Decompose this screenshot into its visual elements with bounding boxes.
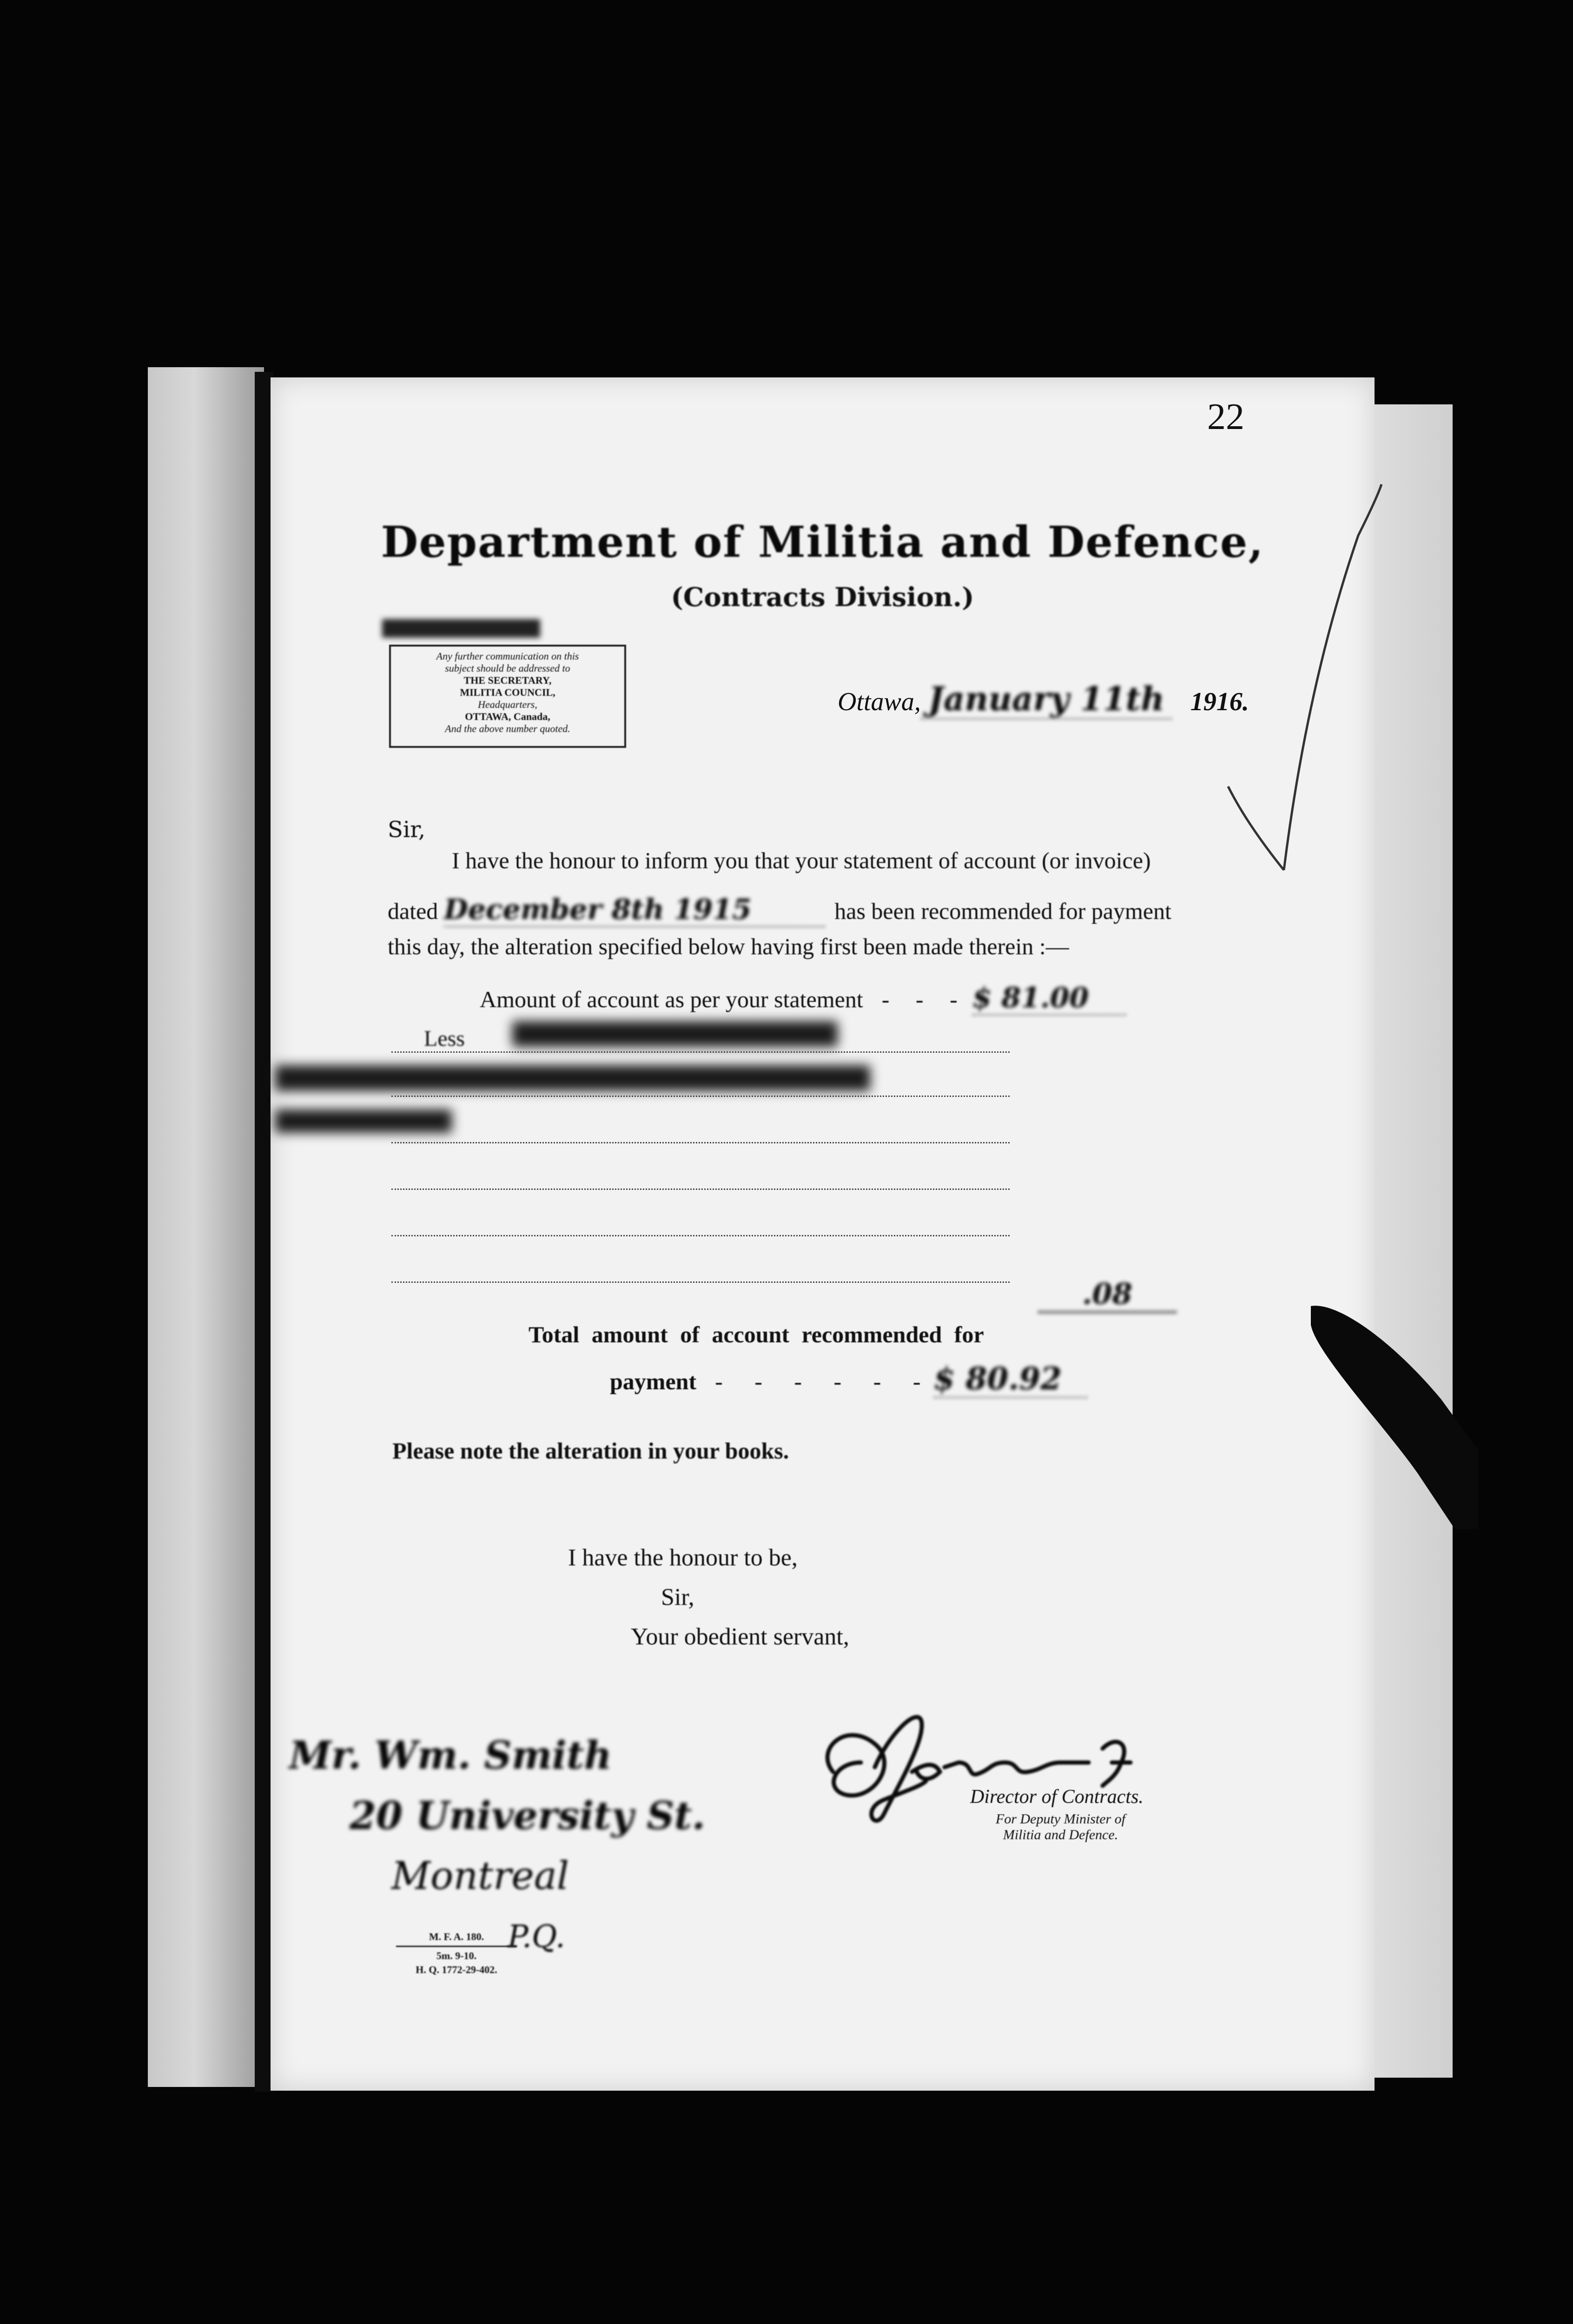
payment-line — [610, 1360, 1087, 1398]
form-code — [396, 1930, 517, 1977]
deputy-block — [996, 1811, 1125, 1843]
dotted-rule — [391, 1051, 1010, 1053]
deduction-amount: .08 — [1038, 1277, 1177, 1314]
body-line-3: this day, the alteration specified below having first been made therein :— — [388, 933, 1069, 959]
form-code-rule — [396, 1946, 517, 1947]
body-line-2-rest: has been recommended for payment — [834, 898, 1171, 924]
salutation: Sir, — [388, 817, 426, 843]
dotted-rule — [391, 1142, 1010, 1143]
total-value: $ 80.92 — [934, 1360, 1087, 1398]
notice-line: OTTAWA, Canada, — [465, 711, 550, 722]
form-code-line: H. Q. 1772-29-402. — [416, 1964, 497, 1975]
signature-title: Director of Contracts. — [970, 1786, 1143, 1808]
addressee-province: P.Q. — [508, 1919, 565, 1954]
amount-line — [480, 982, 1126, 1016]
dotted-rule — [391, 1096, 1010, 1097]
dotted-rule — [391, 1281, 1010, 1283]
amount-label: Amount of account as per your statement — [480, 986, 863, 1012]
letter-page — [271, 377, 1375, 2091]
form-code-line: M. F. A. 180. — [429, 1931, 484, 1942]
correspondence-notice-box — [389, 645, 626, 748]
addressee-name: Mr. Wm. Smith — [289, 1733, 612, 1778]
date-year: 1916. — [1190, 687, 1249, 716]
date-place: Ottawa, — [838, 687, 921, 716]
notice-line: MILITIA COUNCIL, — [460, 687, 555, 698]
notice-line: Headquarters, — [478, 699, 537, 710]
body-line-1: I have the honour to inform you that your statement of account (or invoice) — [452, 847, 1151, 873]
notice-line: THE SECRETARY, — [463, 674, 552, 686]
addressee-city: Montreal — [391, 1854, 569, 1898]
body-line-2 — [388, 893, 1171, 927]
closing-line-3: Your obedient servant, — [631, 1624, 849, 1650]
notice-line: Any further communication on this — [436, 650, 579, 662]
dated-handwritten: December 8th 1915 — [444, 893, 825, 927]
closing-line-2: Sir, — [661, 1584, 694, 1611]
deputy-line-1: For Deputy Minister of — [996, 1811, 1126, 1827]
amount-value: $ 81.00 — [972, 982, 1126, 1016]
division-subtitle: (Contracts Division.) — [671, 582, 974, 613]
please-note: Please note the alteration in your books. — [392, 1438, 789, 1464]
redacted-handwriting — [512, 1021, 838, 1047]
page-number: 22 — [1207, 396, 1244, 437]
addressee-street: 20 University St. — [350, 1794, 705, 1838]
reference-number-redacted — [382, 619, 540, 638]
adjacent-page-left — [148, 367, 264, 2087]
redacted-handwriting — [275, 1109, 452, 1133]
dotted-rule — [391, 1188, 1010, 1190]
date-handwritten: January 11th — [921, 680, 1172, 720]
department-title: Department of Militia and Defence, — [381, 517, 1264, 567]
total-label: Total amount of account recommended for — [529, 1321, 984, 1347]
amount-dashes: - - - — [881, 986, 968, 1012]
form-code-line: 5m. 9-10. — [436, 1950, 477, 1961]
date-line — [838, 680, 1249, 720]
payment-dashes: - - - - - - — [715, 1368, 934, 1394]
pointer-stylus — [1302, 1297, 1487, 1529]
notice-line: And the above number quoted. — [445, 723, 570, 734]
closing-line-1: I have the honour to be, — [568, 1545, 798, 1571]
redacted-handwriting — [275, 1065, 870, 1091]
less-label: Less — [424, 1026, 465, 1051]
dated-label: dated — [388, 898, 438, 924]
dotted-rule — [391, 1235, 1010, 1236]
notice-line: subject should be addressed to — [445, 662, 570, 674]
payment-label: payment — [610, 1368, 697, 1394]
deputy-line-2: Militia and Defence. — [1003, 1827, 1118, 1842]
